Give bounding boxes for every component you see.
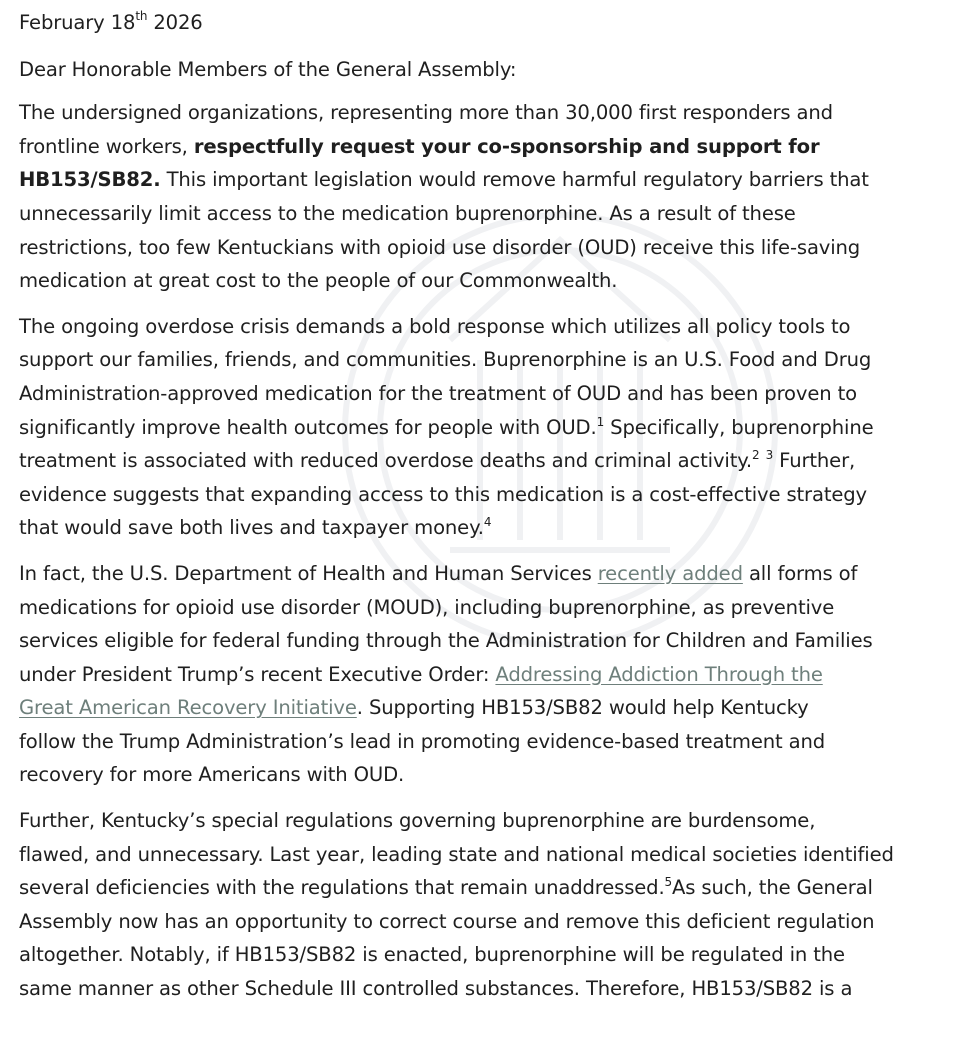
footnote-ref-1[interactable]: 1 xyxy=(596,414,605,429)
text-line: same manner as other Schedule III controlled substances. Therefore, HB153/SB82 is a xyxy=(19,977,853,1001)
text-line xyxy=(19,130,977,164)
text-span: In fact, the U.S. Department of Health and Human Services xyxy=(19,561,598,585)
footnote-ref-4[interactable]: 4 xyxy=(483,515,492,530)
text-line: recovery for more Americans with OUD. xyxy=(19,763,405,787)
text-span: frontline workers, xyxy=(19,134,194,158)
text-line: medications for opioid use disorder (MOUD), including buprenorphine, as preventive xyxy=(19,595,835,619)
link-executive-order[interactable]: Addressing Addiction Through the xyxy=(495,662,823,686)
text-line: follow the Trump Administration’s lead in promoting evidence-based treatment and xyxy=(19,729,826,753)
text-line: restrictions, too few Kentuckians with opioid use disorder (OUD) receive this life-saving xyxy=(19,235,861,259)
letter-date xyxy=(19,6,977,43)
text-line: services eligible for federal funding through the Administration for Children and Families xyxy=(19,629,873,653)
text-span: under President Trump’s recent Executive Order: xyxy=(19,662,496,686)
text-line: medication at great cost to the people of our Commonwealth. xyxy=(19,269,618,293)
paragraph-regulations xyxy=(19,804,977,1006)
text-span: Further, xyxy=(773,449,856,473)
text-line xyxy=(19,511,977,545)
text-line xyxy=(19,658,977,692)
text-span: all forms of xyxy=(742,561,858,585)
footnote-ref-2[interactable]: 2 xyxy=(751,448,760,463)
text-span: . Supporting HB153/SB82 would help Kentucky xyxy=(356,696,809,720)
text-span: As such, the General xyxy=(672,876,873,900)
text-line xyxy=(19,444,977,478)
text-line xyxy=(19,557,977,591)
paragraph-overdose-crisis xyxy=(19,310,977,545)
date-year: 2026 xyxy=(153,11,203,34)
text-line: altogether. Notably, if HB153/SB82 is enacted, buprenorphine will be regulated in the xyxy=(19,943,845,967)
text-line: The undersigned organizations, representing more than 30,000 first responders and xyxy=(19,101,833,125)
footnote-ref-3[interactable]: 3 xyxy=(765,448,774,463)
text-line: Administration-approved medication for the treatment of OUD and has been proven to xyxy=(19,381,857,405)
text-span: Specifically, buprenorphine xyxy=(604,415,874,439)
date-ordinal-suffix: th xyxy=(135,9,148,23)
text-line xyxy=(19,411,977,445)
text-line: support our families, friends, and communities. Buprenorphine is an U.S. Food and Drug xyxy=(19,348,872,372)
text-line: unnecessarily limit access to the medication buprenorphine. As a result of these xyxy=(19,201,796,225)
text-line: The ongoing overdose crisis demands a bold response which utilizes all policy tools to xyxy=(19,314,851,338)
text-line: flawed, and unnecessary. Last year, leading state and national medical societies identified xyxy=(19,842,894,866)
paragraph-hhs xyxy=(19,557,977,792)
text-line: evidence suggests that expanding access to this medication is a cost-effective strategy xyxy=(19,482,867,506)
text-span: that would save both lives and taxpayer money. xyxy=(19,516,484,540)
text-span: significantly improve health outcomes for people with OUD. xyxy=(19,415,597,439)
paragraph-request xyxy=(19,96,977,298)
text-span: This important legislation would remove harmful regulatory barriers that xyxy=(160,168,869,192)
text-span: several deficiencies with the regulations that remain unaddressed. xyxy=(19,876,665,900)
link-executive-order-cont[interactable]: Great American Recovery Initiative xyxy=(19,696,357,720)
salutation: Dear Honorable Members of the General Assembly: xyxy=(19,57,517,81)
text-line xyxy=(19,691,977,725)
date-month-day: February 18 xyxy=(19,11,136,34)
text-line xyxy=(19,163,977,197)
text-line: Further, Kentucky’s special regulations governing buprenorphine are burdensome, xyxy=(19,809,816,833)
bold-bill-number: HB153/SB82. xyxy=(19,168,161,192)
bold-request-text: respectfully request your co-sponsorship and support for xyxy=(193,134,820,158)
text-line xyxy=(19,871,977,905)
link-recently-added[interactable]: recently added xyxy=(597,561,743,585)
text-span: treatment is associated with reduced overdose deaths and criminal activity. xyxy=(19,449,752,473)
footnote-ref-5[interactable]: 5 xyxy=(664,875,673,890)
text-line: Assembly now has an opportunity to correct course and remove this deficient regulation xyxy=(19,909,875,933)
